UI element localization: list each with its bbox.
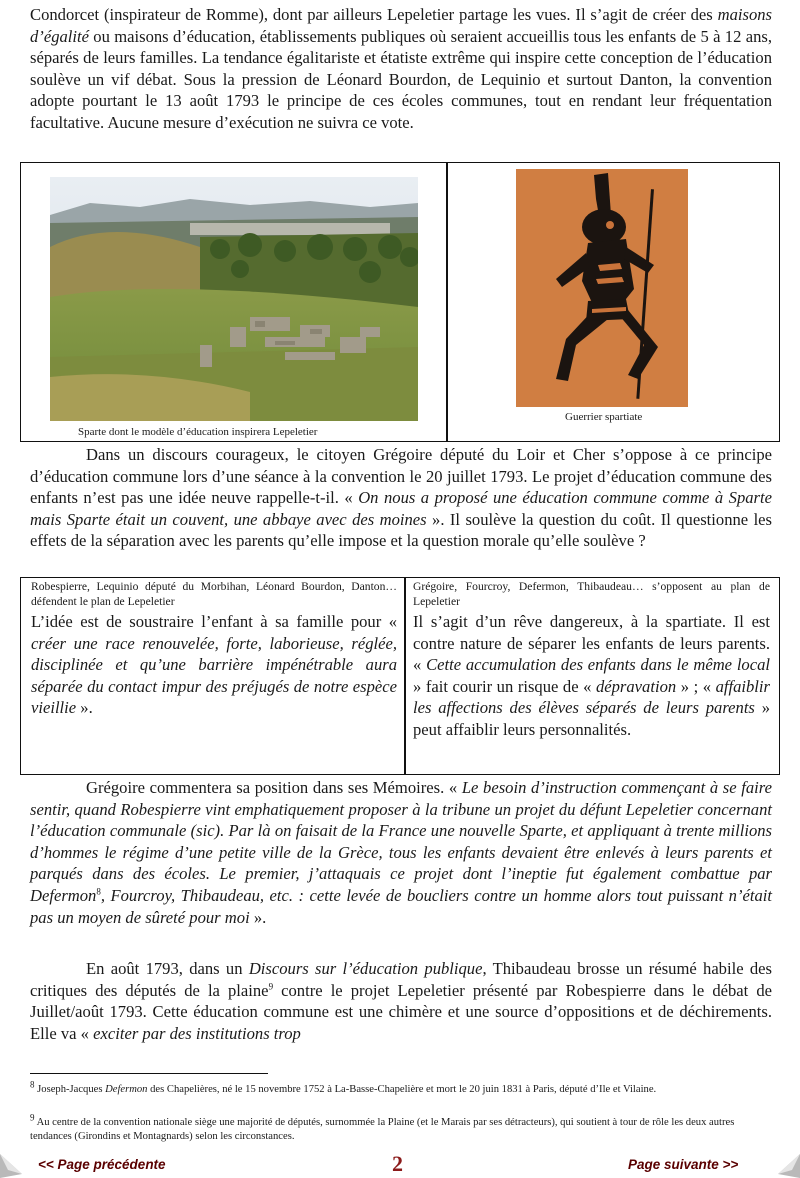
italic-run: On nous a proposé une éducation commune comme à Sparte mais Sparte était un couvent, une abbaye avec des moines	[30, 488, 772, 529]
footnote-number: 8	[30, 1079, 35, 1090]
italic-run: Defermon	[105, 1084, 148, 1095]
spartan-warrior-photo	[516, 169, 688, 407]
image-table	[20, 162, 780, 442]
page-curl-right-icon	[772, 1150, 800, 1178]
column-heading-opponents: Grégoire, Fourcroy, Defermon, Thibaudeau… s’opposent au plan de Lepeletier	[413, 580, 770, 608]
column-text-supporters	[31, 611, 397, 719]
sparta-landscape-photo	[50, 177, 418, 421]
text-run: ».	[249, 907, 267, 927]
text-run: , Thibaudeau brosse un résumé habile des critiques des députés de la plaine	[30, 959, 772, 1000]
footnote-8	[30, 1079, 772, 1097]
text-run: L’idée est de soustraire l’enfant à sa famille pour «	[31, 612, 397, 631]
text-run: En août 1793, dans un	[86, 959, 249, 978]
text-run: Joseph-Jacques	[34, 1084, 106, 1095]
text-run: ou maisons d’éducation, établissements publiques où seraient accueillis tous les enfants de 5 à 12 ans, séparés de leurs familles. La tendance égalitariste et étatiste extrême qui inspire cette conception de l’éducation soulève un vif débat. Sous la pression de Léonard Bourdon, de Lequinio et surtout Danton, la convention adopte pourtant le 13 août 1793 le principe de ces écoles communes, tout en rendant leur fréquentation facultative. Aucune mesure d’exécution ne suivra ce vote.	[30, 26, 772, 132]
text-run: » peut affaiblir leurs personnalités.	[413, 698, 770, 739]
italic-run: dépravation	[595, 676, 677, 696]
text-run: Condorcet (inspirateur de Romme), dont par ailleurs Lepeletier partage les vues. Il s’agit de créer des	[30, 5, 718, 24]
italic-run: , Fourcroy, Thibaudeau, etc. : cette levée de boucliers contre un homme alors tout puissant n’était pas un moyen de sûreté pour moi	[30, 885, 772, 927]
text-run: » ; «	[676, 676, 716, 696]
caption-warrior: Guerrier spartiate	[565, 411, 643, 423]
column-text-opponents	[413, 611, 770, 741]
text-run: ».	[76, 698, 93, 718]
text-run: des Chapelières, né le 15 novembre 1752 à La-Basse-Chapelière et mort le 20 juin 1831 à Paris, député d’Ile et Vilaine.	[147, 1084, 657, 1095]
text-run: Grégoire commentera sa position dans ses Mémoires. «	[86, 778, 462, 797]
italic-run: affaiblir les affections des élèves séparés de leurs parents	[413, 676, 770, 718]
next-page-link[interactable]: Page suivante >>	[628, 1157, 739, 1172]
column-heading-supporters: Robespierre, Lequinio député du Morbihan, Léonard Bourdon, Danton… défendent le plan de Lepeletier	[31, 580, 397, 608]
italic-run: Le besoin d’instruction commençant à se faire sentir, quand Robespierre vint emphatiquement proposer à la tribune un projet du défunt Lepeletier concernant l’éducation communale (sic). Par là on faisait de la France une nouvelle Sparte, et appliquant à trente millions d’hommes le régime d’une petite ville de la Grèce, tous les enfants devaient être enlevés à leurs parents et parqués dans des écoles. Le premier, j’attaquais ce projet dont l’ineptie fut également combattue par Defermon	[30, 778, 772, 905]
italic-run: exciter par des institutions trop	[93, 1023, 301, 1043]
footnote-ref-9[interactable]: 9	[268, 981, 274, 992]
table-divider	[404, 578, 406, 774]
table-divider	[446, 163, 448, 441]
text-run: » fait courir un risque de «	[413, 676, 596, 696]
text-run: Dans un discours courageux, le citoyen Grégoire député du Loir et Cher s’oppose à ce principe d’éducation commune lors d’une séance à la convention le 20 juillet 1793. Le projet d’éducation commune des enfants n’est pas une idée neuve rappelle-t-il. «	[30, 445, 772, 508]
italic-run: créer une race renouvelée, forte, laborieuse, réglée, disciplinée et qu’une barrière impénétrable aura séparée du contact impur des préjugés de notre espèce vieillie	[31, 633, 397, 718]
footnote-number: 9	[30, 1112, 35, 1123]
paragraph-condorcet	[30, 4, 772, 134]
paragraph-gregoire-discours	[30, 444, 772, 552]
text-run: contre le projet Lepeletier présenté par Robespierre dans le débat de Juillet/août 1793. Cette éducation commune est une chimère et une source d’oppositions et de déchirements. Elle va «	[30, 980, 773, 1043]
italic-run: Cette accumulation des enfants dans le même local	[426, 655, 770, 675]
text-run: ». Il soulève la question du coût. Il questionne les effets de la séparation avec les parents qu’elle impose et la question morale qu’elle soulève ?	[30, 509, 772, 551]
footnote-9	[30, 1112, 772, 1144]
text-run: Au centre de la convention nationale siège une majorité de députés, surnommée la Plaine (et le Marais par ses détracteurs), qui soutient à tour de rôle les deux autres tendances (Girondins et Montagnards) selon les circonstances.	[30, 1117, 735, 1142]
column-opponents	[413, 579, 770, 741]
previous-page-link[interactable]: << Page précédente	[38, 1157, 166, 1172]
paragraph-thibaudeau	[30, 958, 772, 1044]
text-run: Il s’agit d’un rêve dangereux, à la spartiate. Il est contre nature de séparer les enfants de leurs parents. «	[413, 612, 770, 675]
column-supporters	[31, 579, 397, 719]
footnote-separator	[30, 1073, 268, 1074]
page-curl-left-icon	[0, 1150, 28, 1178]
italic-run: maisons d’égalité	[30, 5, 772, 46]
paragraph-gregoire-memoires	[30, 777, 772, 928]
footnote-ref-8[interactable]: 8	[96, 886, 101, 897]
page-number: 2	[392, 1151, 403, 1176]
two-column-table	[20, 577, 780, 775]
caption-sparta: Sparte dont le modèle d’éducation inspirera Lepeletier	[78, 426, 318, 438]
italic-run: Discours sur l’éducation publique	[248, 959, 483, 978]
